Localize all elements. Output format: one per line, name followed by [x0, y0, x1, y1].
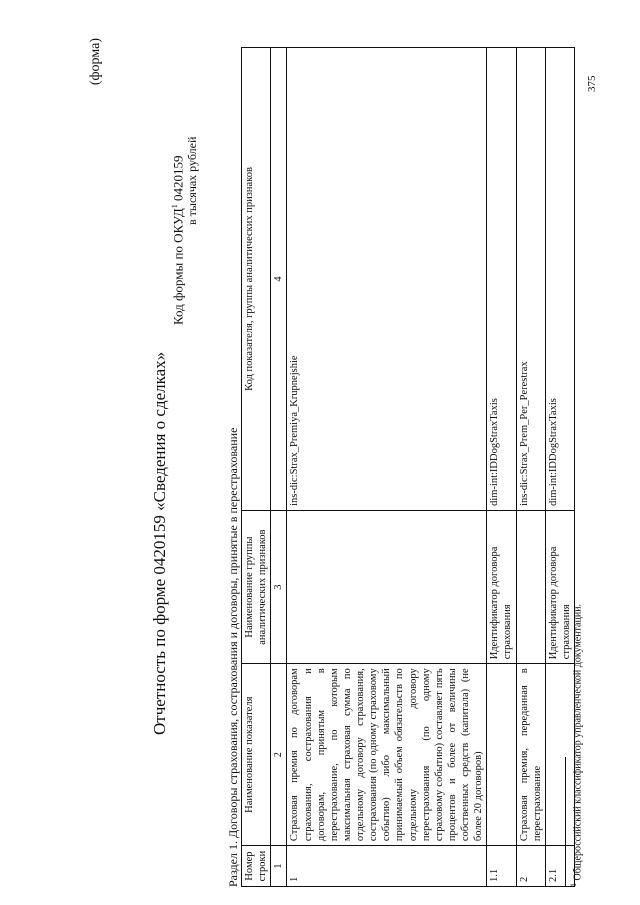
footnote-marker: 1	[569, 883, 578, 887]
column-number: 4	[271, 48, 287, 511]
units-label: в тысячах рублей	[185, 136, 199, 225]
footnote-divider	[565, 757, 566, 887]
group-name: Идентификатор договора страхования	[545, 510, 574, 663]
page-title: Отчетность по форме 0420159 «Сведения о сделках»	[150, 351, 169, 735]
form-code-label: Код формы по ОКУД	[170, 208, 186, 325]
row-number: 1	[287, 846, 487, 887]
row-number: 2.1	[545, 846, 574, 887]
header-code: Код показателя, группы аналитических признаков	[242, 48, 271, 511]
row-number: 2	[516, 846, 545, 887]
column-number: 2	[271, 664, 287, 846]
indicator-code: ins-dic:Strax_Prem_Per_Perestrax	[516, 48, 545, 511]
header-indicator-name: Наименование показателя	[242, 664, 271, 846]
header-group-name: Наименование группы аналитических признаков	[242, 510, 271, 663]
section-title: Раздел 1. Договоры страхования, сострахования и договоры, принятые в перестрахование	[226, 427, 240, 887]
form-code	[170, 156, 186, 325]
table-row	[516, 48, 545, 887]
page-number: 375	[586, 75, 598, 92]
indicator-code: dim-int:IDDogStraxTaxis	[545, 48, 574, 511]
group-name	[287, 510, 487, 663]
column-number: 3	[271, 510, 287, 663]
table-row	[487, 48, 516, 887]
table-row	[287, 48, 487, 887]
group-name: Идентификатор договора страхования	[487, 510, 516, 663]
form-label: (форма)	[88, 38, 103, 86]
footnote-text: Общероссийский классификатор управленческой документации.	[572, 603, 584, 883]
indicator-name: Страховая премия по договорам страхования, сострахования и договорам, принятым в перестрахование, по которым максимальная страховая сумма по отдельному договору страхования, сострахования (по одному страховому событию) либо максимальный принимаемый объем обязательств по отдельному договору перестрахования (по одному страховому событию) составляет пять процентов и более от величины собственных средств (капитала) (не более 20 договоров)	[287, 664, 487, 846]
report-table	[241, 47, 575, 887]
indicator-code: dim-int:IDDogStraxTaxis	[487, 48, 516, 511]
footnote	[569, 604, 583, 887]
form-code-number: 0420159	[170, 155, 186, 205]
column-number: 1	[271, 846, 287, 887]
group-name	[516, 510, 545, 663]
header-row-number: Номер строки	[242, 846, 271, 887]
indicator-name	[487, 664, 516, 846]
indicator-name: Страховая премия, переданная в перестрахование	[516, 664, 545, 846]
indicator-code: ins-dic:Strax_Premiya_Krupnejshie	[287, 48, 487, 511]
column-number-row	[271, 48, 287, 887]
table-header-row	[242, 48, 271, 887]
form-code-footnote-marker: 1	[170, 204, 179, 209]
row-number: 1.1	[487, 846, 516, 887]
